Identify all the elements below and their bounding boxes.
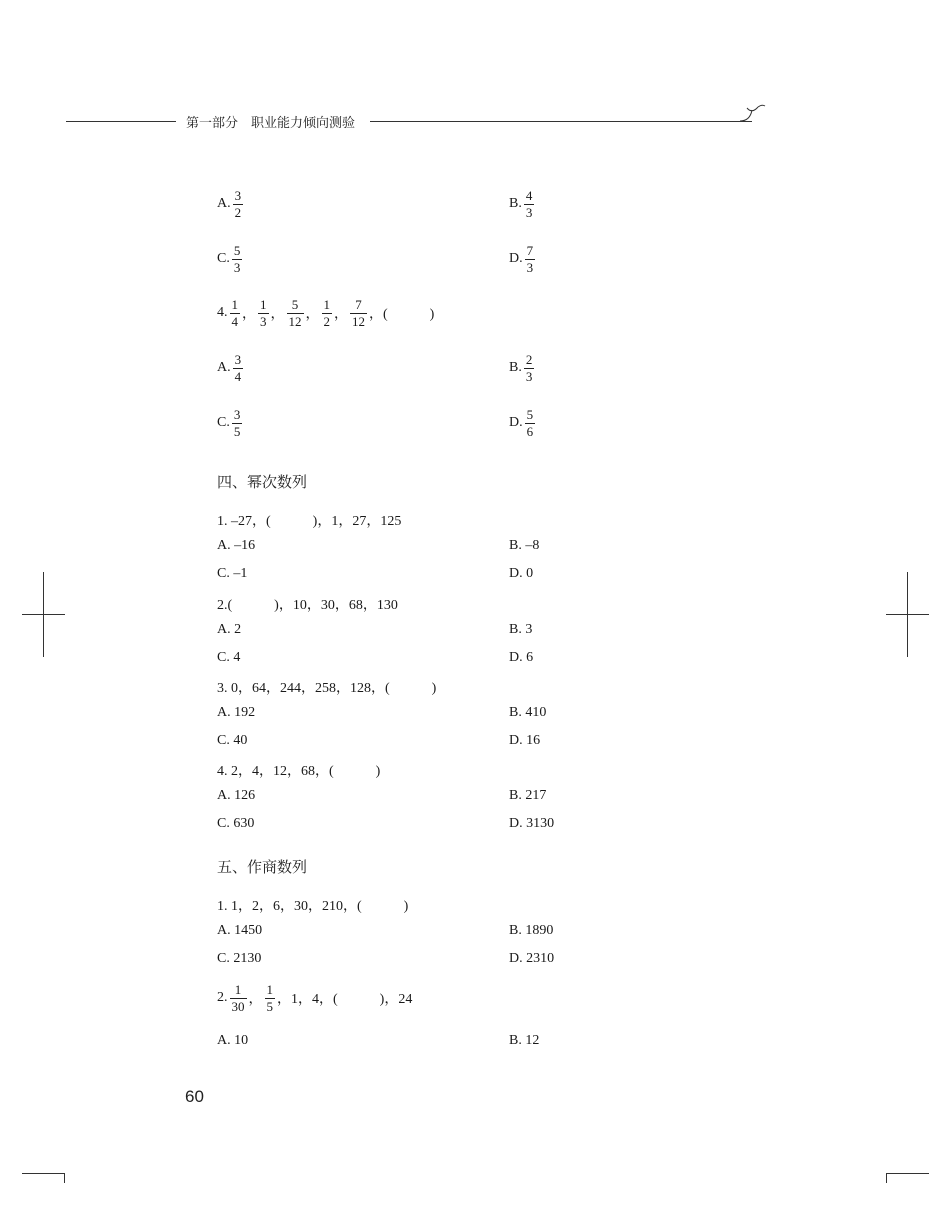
option-a: A. $\frac{3}{4}$ xyxy=(217,352,242,384)
page-number: 60 xyxy=(185,1087,204,1106)
option-a: A. 1450 xyxy=(217,923,263,938)
option-b: B. 3 xyxy=(509,622,533,637)
option-c: C. 630 xyxy=(217,816,255,831)
option-b: B. 1890 xyxy=(509,923,554,938)
option-b: B. $\frac{4}{3}$ xyxy=(509,188,533,220)
option-c: C. –1 xyxy=(217,566,248,581)
option-d: D. 6 xyxy=(509,650,534,665)
option-c: C. 4 xyxy=(217,650,241,665)
question-stem: 4. 2，4，12，68，( ) xyxy=(217,764,381,779)
option-b: B. $\frac{2}{3}$ xyxy=(509,352,533,384)
crop-mark-left-h xyxy=(22,614,65,615)
option-d: D. 16 xyxy=(509,733,541,748)
crop-mark-bottom-right xyxy=(886,1173,929,1174)
option-d: D. $\frac{5}{6}$ xyxy=(509,407,534,439)
crop-mark-right-h xyxy=(886,614,929,615)
crop-mark-bottom-left-v xyxy=(64,1173,65,1183)
section-heading: 五、作商数列 xyxy=(217,858,308,876)
option-a: A. 192 xyxy=(217,705,256,720)
fraction: $\frac{5}{6}$ xyxy=(526,407,534,439)
section-heading: 四、幂次数列 xyxy=(217,473,308,491)
question-stem: 1. –27，( )，1，27，125 xyxy=(217,514,402,529)
fraction: $\frac{5}{3}$ xyxy=(233,243,241,275)
option-d: D. 2310 xyxy=(509,951,555,966)
question-stem: 2.( )，10，30，68，130 xyxy=(217,598,398,613)
option-a: A. 2 xyxy=(217,622,242,637)
option-b: B. 217 xyxy=(509,788,547,803)
crop-mark-bottom-left xyxy=(22,1173,65,1174)
header-rule-right xyxy=(370,121,752,122)
option-d: D. 3130 xyxy=(509,816,555,831)
option-a: A. –16 xyxy=(217,538,256,553)
question-stem: 3. 0，64，244，258，128，( ) xyxy=(217,681,437,696)
option-c: C. 2130 xyxy=(217,951,262,966)
crop-mark-bottom-right-v xyxy=(886,1173,887,1183)
fraction: $\frac{7}{12}$ xyxy=(352,297,365,329)
option-a: A. 10 xyxy=(217,1033,249,1048)
option-b: B. 410 xyxy=(509,705,547,720)
option-d: D. 0 xyxy=(509,566,534,581)
fraction: $\frac{1}{3}$ xyxy=(260,297,267,329)
fraction: $\frac{1}{2}$ xyxy=(323,297,330,329)
option-c: C. $\frac{5}{3}$ xyxy=(217,243,241,275)
header-title: 第一部分 职业能力倾向测验 xyxy=(186,116,356,131)
option-c: C. $\frac{3}{5}$ xyxy=(217,407,241,439)
fraction: $\frac{3}{5}$ xyxy=(233,407,241,439)
fraction: $\frac{1}{30}$ xyxy=(231,982,245,1014)
fraction: $\frac{7}{3}$ xyxy=(526,243,534,275)
fraction: $\frac{1}{4}$ xyxy=(231,297,238,329)
question-stem: 4. $\frac{1}{4}$ ， $\frac{1}{3}$ ， $\frac{5}{12}$ ， $\frac{1}{2}$ ， $\frac{7}{12}$ ， ( ) xyxy=(217,297,435,329)
option-b: B. –8 xyxy=(509,538,540,553)
fraction: $\frac{3}{2}$ xyxy=(234,188,242,220)
fraction: $\frac{2}{3}$ xyxy=(525,352,533,384)
header-ornament-icon xyxy=(738,102,768,124)
question-stem: 2. $\frac{1}{30}$ ， $\frac{1}{5}$ ，1，4，( )，24 xyxy=(217,982,413,1014)
fraction: $\frac{4}{3}$ xyxy=(525,188,533,220)
fraction: $\frac{3}{4}$ xyxy=(234,352,242,384)
option-c: C. 40 xyxy=(217,733,248,748)
answer-blank: ( ) xyxy=(383,307,435,323)
option-d: D. $\frac{7}{3}$ xyxy=(509,243,534,275)
header-rule-left xyxy=(66,121,176,122)
option-a: A. 126 xyxy=(217,788,256,803)
fraction: $\frac{1}{5}$ xyxy=(266,982,273,1014)
question-stem: 1. 1，2，6，30，210，( ) xyxy=(217,899,409,914)
option-b: B. 12 xyxy=(509,1033,540,1048)
fraction: $\frac{5}{12}$ xyxy=(288,297,302,329)
option-a: A. $\frac{3}{2}$ xyxy=(217,188,242,220)
